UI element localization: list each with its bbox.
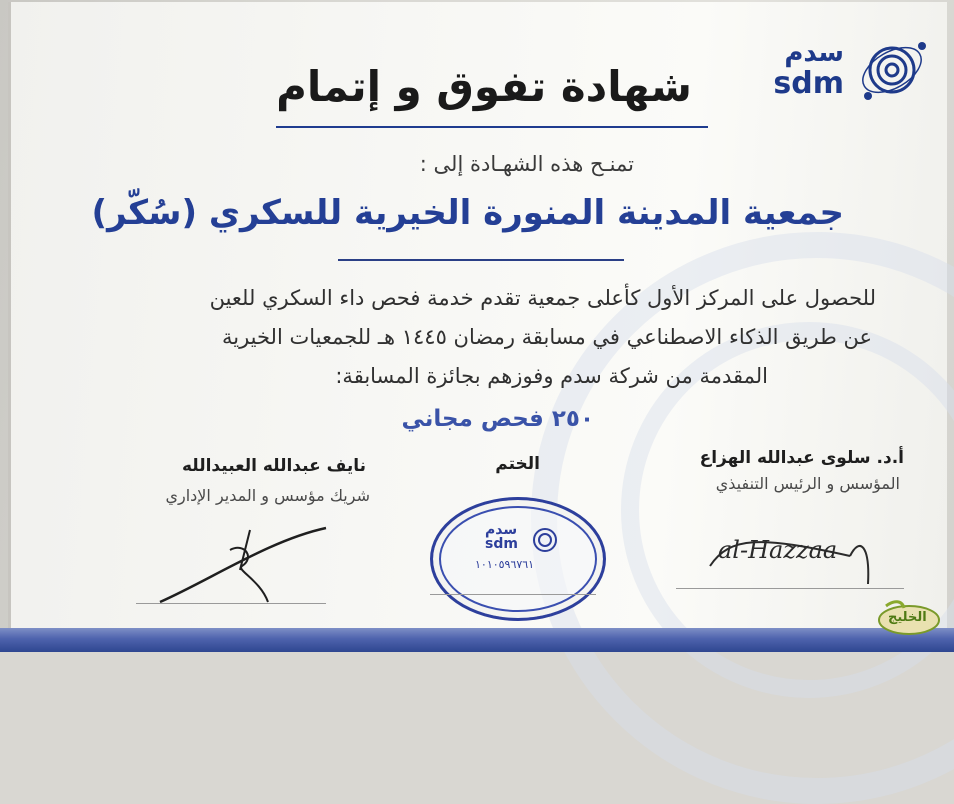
- seal-label: الختم: [495, 454, 540, 474]
- signature-left: [150, 520, 340, 610]
- logo-latin-text: sdm: [773, 66, 844, 101]
- certificate-title: شهادة تفوق و إتمام: [276, 62, 692, 111]
- signature-line-left: [136, 603, 326, 604]
- body-line: عن طريق الذكاء الاصطناعي في مسابقة رمضان ١٤٤٥ هـ للجمعيات الخيرية: [221, 325, 872, 349]
- logo-arabic-text: سدم: [784, 38, 844, 68]
- signature-line-center: [430, 594, 596, 595]
- signatory-left-role: شريك مؤسس و المدير الإداري: [165, 486, 370, 505]
- signature-right-text: al-Hazzaa: [718, 536, 838, 564]
- organization-underline: [338, 259, 624, 261]
- stamp-logo-latin: sdm: [485, 536, 518, 552]
- body-line: للحصول على المركز الأول كأعلى جمعية تقدم خدمة فحص داء السكري للعين: [209, 286, 876, 310]
- stamp-logo-arabic: سدم: [485, 522, 518, 538]
- sdm-logo: [772, 36, 932, 108]
- recipient-organization: جمعية المدينة المنورة الخيرية للسكري (سُكّر): [91, 193, 844, 233]
- body-line: المقدمة من شركة سدم وفوزهم بجائزة المسابقة:: [335, 364, 768, 388]
- signature-line-right: [676, 588, 904, 589]
- company-stamp: [430, 497, 606, 621]
- title-underline: [276, 126, 708, 128]
- signatory-right-role: المؤسس و الرئيس التنفيذي: [715, 474, 900, 493]
- watermark-badge-text: الخليج: [888, 610, 927, 625]
- stamp-number: ١٠١٠٥٩٦٧٦١: [475, 558, 535, 571]
- signatory-left-name: نايف عبدالله العبيدالله: [181, 456, 366, 476]
- signatory-right-name: أ.د. سلوى عبدالله الهزاع: [699, 448, 904, 468]
- bottom-blue-band: [0, 628, 954, 652]
- prize-text: ٢٥٠ فحص مجاني: [401, 406, 594, 432]
- signature-right: [700, 526, 880, 586]
- watermark-ring-large: [531, 232, 954, 804]
- site-watermark-badge: [874, 598, 944, 638]
- stamp-logo-icon: [531, 526, 559, 554]
- orbit-logo-icon: [856, 32, 932, 108]
- granted-to-label: تمنـح هذه الشهـادة إلى :: [419, 152, 634, 176]
